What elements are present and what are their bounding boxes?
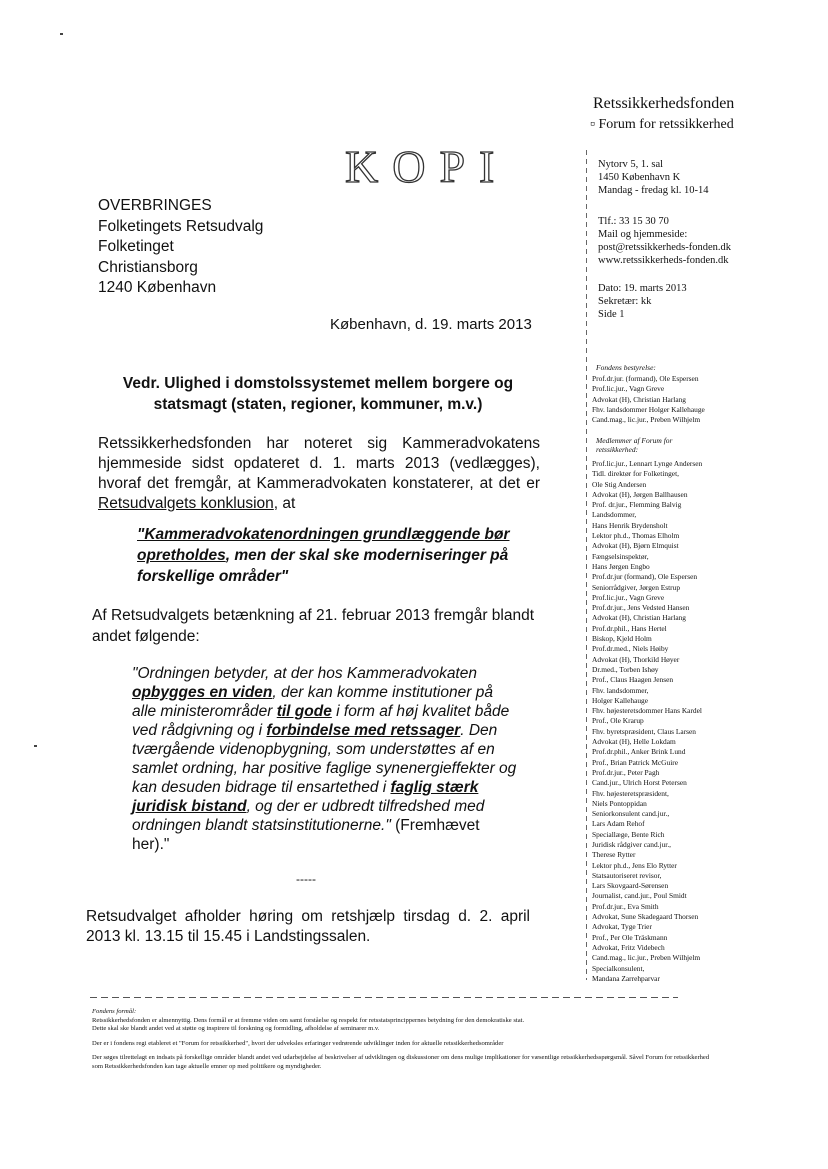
forum-member-item: Fhv. højesteretspræsident, xyxy=(592,788,669,798)
forum-member-item: Landsdommer, xyxy=(592,510,637,520)
forum-member-item: Prof.lic.jur., Vagn Greve xyxy=(592,592,665,602)
forum-member-item: Fhv. højesteretsdommer Hans Kardel xyxy=(592,706,702,716)
forum-heading: Medlemmer af Forum for retssikkerhed: xyxy=(596,436,673,454)
forum-member-item: Fængselsinspektør, xyxy=(592,551,649,561)
forum-members-list xyxy=(592,459,702,984)
forum-member-item: Juridisk rådgiver cand.jur., xyxy=(592,839,672,849)
forum-member-item: Niels Pontoppidan xyxy=(592,798,647,808)
forum-member-item: Cand.jur., Ulrich Horst Petersen xyxy=(592,778,687,788)
org-name: Retssikkerhedsfonden xyxy=(593,95,735,112)
forum-member-item: Prof. dr.jur., Flemming Balvig xyxy=(592,500,682,510)
forum-member-item: Prof.dr.jur (formand), Ole Espersen xyxy=(592,572,698,582)
forum-member-item: Dr.med., Torben Ishøy xyxy=(592,664,659,674)
forum-member-item: Fhv. landsdommer, xyxy=(592,685,649,695)
forum-member-item: Specialkonsulent, xyxy=(592,963,645,973)
forum-member-item: Seniorkonsulent cand.jur., xyxy=(592,809,670,819)
forum-member-item: Advokat, Tyge Trier xyxy=(592,922,652,932)
forum-member-item: Advokat (H), Jørgen Ballhausen xyxy=(592,489,688,499)
forum-member-item: Advokat (H), Thorkild Høyer xyxy=(592,654,680,664)
scan-speck xyxy=(60,33,63,35)
forum-member-item: Lektor ph.d., Jens Elo Rytter xyxy=(592,860,677,870)
forum-member-item: Advokat (H), Bjørn Elmquist xyxy=(592,541,679,551)
margin-divider xyxy=(586,150,587,980)
quote-2: "Ordningen betyder, at der hos Kammeradvokaten opbygges en viden, der kan komme institutioner på alle ministerområder til gode i form af høj kvalitet både ved rådgivning og i forbindelse med retssager. Den tværgående videnopbygning, som understøttes af en samlet ordning, har positive faglige synenergieffekter og kan desuden bidrage til ensartethed i faglig stærk juridisk bistand, og der er udbredt tilfredshed med ordningen blandt statsinstitutionerne." (Fremhævet her)." xyxy=(132,665,517,853)
forum-member-item: Lars Adam Rehof xyxy=(592,819,645,829)
subject-line: Vedr. Ulighed i domstolssystemet mellem borgere og statsmagt (staten, regioner, kommuner, m.v.) xyxy=(122,375,514,413)
forum-member-item: Hans Jørgen Engbo xyxy=(592,561,650,571)
forum-member-item: Holger Kallehauge xyxy=(592,695,649,705)
forum-member-item: Prof.lic.jur., Lennart Lynge Andersen xyxy=(592,459,703,468)
footer-divider xyxy=(90,997,678,998)
separator: ----- xyxy=(296,872,316,886)
scan-speck xyxy=(34,745,37,747)
forum-member-item: Prof.dr.jur., Jens Vedsted Hansen xyxy=(592,603,690,613)
paragraph-1: Retssikkerhedsfonden har noteret sig Kammeradvokatens hjemmeside sidst opdateret d. 1. marts 2013 (vedlægges), hvoraf det fremgår, at Kammeradvokaten konstaterer, at det er Retsudvalgets konklusion, at xyxy=(98,435,540,512)
recipient-address: OVERBRINGES Folketingets Retsudvalg Folketinget Christiansborg 1240 København xyxy=(98,197,264,296)
forum-member-item: Prof.dr.jur., Peter Pagh xyxy=(592,767,660,777)
forum-member-item: Advokat (H), Christian Harlang xyxy=(592,613,687,623)
contact-address: Nytorv 5, 1. sal 1450 København K Mandag - fredag kl. 10-14 xyxy=(598,159,709,196)
forum-member-item: Advokat (H), Helle Lokdam xyxy=(592,737,676,747)
quote-1: "Kammeradvokatenordningen grundlæggende bør opretholdes, men der skal ske moderniseringer på forskellige områder" xyxy=(137,526,510,585)
forum-member-item: Seniorrådgiver, Jørgen Estrup xyxy=(592,582,681,592)
forum-member-item: Prof., Claus Haagen Jensen xyxy=(592,675,674,685)
forum-member-item: Fhv. byretspræsident, Claus Larsen xyxy=(592,726,697,736)
forum-member-item: Journalist, cand.jur., Poul Smidt xyxy=(592,891,687,901)
forum-member-item: Prof.dr.med., Niels Høiby xyxy=(592,644,669,654)
forum-member-item: Mandana Zarrehparvar xyxy=(592,973,660,983)
forum-member-item: Lektor ph.d., Thomas Elholm xyxy=(592,531,680,541)
contact-info: Tlf.: 33 15 30 70 Mail og hjemmeside: post@retssikkerheds-fonden.dk www.retssikkerheds-fonden.dk xyxy=(598,216,732,266)
forum-member-item: Prof., Per Ole Träskmann xyxy=(592,932,668,942)
paragraph-2: Af Retsudvalgets betænkning af 21. februar 2013 fremgår blandt andet følgende: xyxy=(92,607,535,645)
board-heading: Fondens bestyrelse: xyxy=(596,363,656,372)
forum-member-item: Tidl. direktør for Folketinget, xyxy=(592,469,679,479)
forum-member-item: Speciallæge, Bente Rich xyxy=(592,829,665,839)
kopi-stamp: KOPI xyxy=(345,141,509,192)
forum-member-item: Lars Skovgaard-Sørensen xyxy=(592,881,669,891)
forum-member-item: Prof.dr.phil., Anker Brink Lund xyxy=(592,747,686,757)
forum-member-item: Advokat, Sune Skadegaard Thorsen xyxy=(592,912,699,922)
board-list: Prof.dr.jur. (formand), Ole Espersen Prof.lic.jur., Vagn Greve Advokat (H), Christian Harlang Fhv. landsdommer Holger Kallehauge Cand.mag., lic.jur., Preben Wilhjelm xyxy=(592,374,705,425)
forum-member-item: Prof.dr.jur., Eva Smith xyxy=(592,901,659,911)
forum-member-item: Biskop, Kjeld Holm xyxy=(592,634,652,644)
forum-member-item: Prof., Brian Patrick McGuire xyxy=(592,757,678,767)
letter-date: København, d. 19. marts 2013 xyxy=(330,316,532,333)
forum-member-item: Prof., Ole Krarup xyxy=(592,716,644,726)
forum-member-item: Prof.dr.phil., Hans Hertel xyxy=(592,623,667,633)
document-info: Dato: 19. marts 2013 Sekretær: kk Side 1 xyxy=(598,283,687,320)
footer-purpose: Fondens formål: Retssikkerhedsfonden er almennyttig. Dens formål er at fremme viden om samt forståelse og respekt for retsstatsprincippernes betydning for den demokratiske stat. Dette skal ske blandt andet ved at støtte og inspirere til forskning og formidling, afholdelse af seminarer m.v. Der er i fondens regi etableret et "Forum for retssikkerhed", hvori der udveksles erfaringer vedrørende udviklinger inden for aktuelle retssikkerhedsområder Der søges tilrettelagt en indsats på forskellige områder blandt andet ved udarbejdelse af beskrivelser af udviklingen og diskussioner om dens mulige implikationer for væsentlige retssikkerhedsspørgsmål. Såvel Forum for retssikkerhed som Retssikkerhedsfonden kan tage aktuelle emner op med politikere og myndigheder. xyxy=(92,1008,710,1070)
forum-member-item: Cand.mag., lic.jur., Preben Wilhjelm xyxy=(592,953,701,963)
forum-member-item: Statsautoriseret revisor, xyxy=(592,870,662,880)
forum-member-item: Hans Henrik Brydensholt xyxy=(592,520,668,530)
forum-member-item: Therese Rytter xyxy=(592,850,636,860)
org-subtitle: ▫ Forum for retssikkerhed xyxy=(590,117,734,132)
forum-member-item: Ole Stig Andersen xyxy=(592,479,647,489)
forum-member-item: Advokat, Fritz Videbech xyxy=(592,942,665,952)
paragraph-3: Retsudvalget afholder høring om retshjælp tirsdag d. 2. april 2013 kl. 13.15 til 15.45 i Landstingssalen. xyxy=(86,908,530,945)
